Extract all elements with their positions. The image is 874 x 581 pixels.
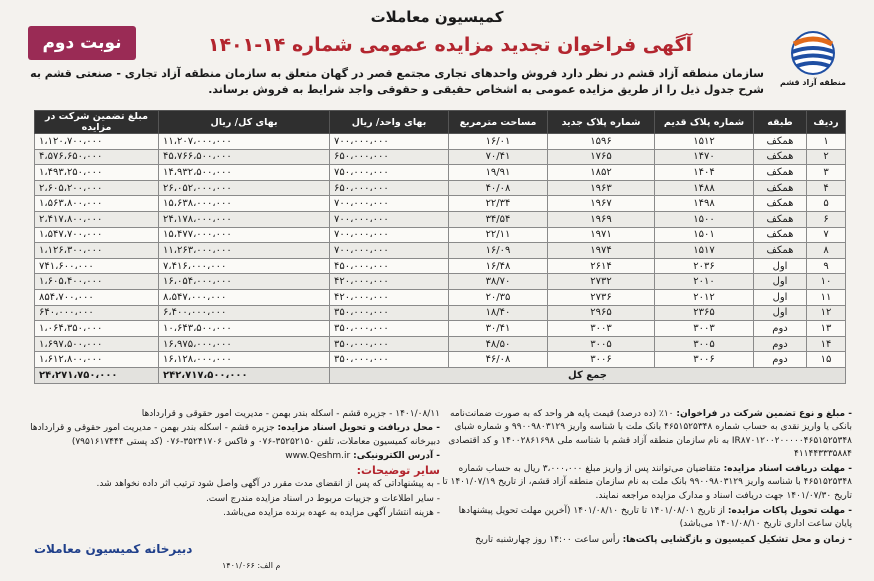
table-cell: ۱۹۷۱ [548,227,655,243]
table-cell: ۱۵ [807,352,846,368]
total-guarantee: ۲۴،۲۷۱،۷۵۰،۰۰۰ [35,367,159,383]
table-row [35,227,846,243]
table-cell: ۱،۶۹۷،۵۰۰،۰۰۰ [35,336,159,352]
table-cell: ۷۰۰،۰۰۰،۰۰۰ [330,196,449,212]
table-cell: ۱۴۰۴ [655,165,754,181]
table-cell: ۱۱،۲۰۷،۰۰۰،۰۰۰ [159,134,330,150]
table-cell: ۱۵۰۱ [655,227,754,243]
headline: آگهی فراخوان تجدید مزایده عمومی شماره ۱۴-۱۴۰۱ [207,34,693,56]
table-cell: ۷۰۰،۰۰۰،۰۰۰ [330,211,449,227]
table-cell: ۱۲ [807,305,846,321]
table-cell: ۱۹۶۹ [548,211,655,227]
table-cell: ۸،۵۴۷،۰۰۰،۰۰۰ [159,289,330,305]
note-submission-deadline [442,505,852,532]
table-cell: ۴۶/۰۸ [449,352,548,368]
table-cell: ۳۰۰۵ [548,336,655,352]
table-cell: ۴۸/۵۰ [449,336,548,352]
table-cell: ۱۴۸۸ [655,180,754,196]
table-row [35,305,846,321]
table-cell: ۹ [807,258,846,274]
table-row [35,180,846,196]
table-row [35,352,846,368]
table-cell: اول [754,258,807,274]
table-cell: دوم [754,321,807,337]
note-opening-time [442,534,852,547]
table-cell: ۷۰۰،۰۰۰،۰۰۰ [330,243,449,259]
table-cell: ۱،۶۱۲،۸۰۰،۰۰۰ [35,352,159,368]
table-cell: ۷،۴۱۶،۰۰۰،۰۰۰ [159,258,330,274]
side-website-label: - آدرس الکترونیکی: [353,450,440,461]
table-cell: ۱،۵۶۳،۸۰۰،۰۰۰ [35,196,159,212]
header-radif: ردیف [807,111,846,134]
ad-code: م الف: ۱۴۰۱/۰۶۶ [222,561,281,570]
table-cell: ۶۴۰،۰۰۰،۰۰۰ [35,305,159,321]
extra-notes-header: سایر توضیحات: [356,464,440,478]
table-cell: ۷۰۰،۰۰۰،۰۰۰ [330,227,449,243]
table-cell: ۱۹۷۴ [548,243,655,259]
table-cell: همکف [754,134,807,150]
table-cell: ۲۰۱۰ [655,274,754,290]
table-row [35,243,846,259]
table-cell: ۱،۱۲۰،۷۰۰،۰۰۰ [35,134,159,150]
note-documents-text: متقاضیان می‌توانند پس از واریز مبلغ ۳،۰۰۰،۰۰۰ ریال به حساب شماره ۴۶۵۱۵۲۵۳۴۸ با شناسه واریز ۹۹۰۰۹۸۰۳۱۲۹ بانک ملت به نام سازمان منطقه آزاد قشم، از تاریخ ۱۴۰۱/۰۷/۱۹ تا تاریخ ۱۴۰۱/۰۷/۳۰ جهت دریافت اسناد و مدارک مزایده مراجعه نمایند. [442,464,852,501]
side-documents-title: - محل دریافت و تحویل اسناد مزایده: [277,423,440,434]
table-cell: همکف [754,149,807,165]
header-guarantee: مبلغ تضمین شرکت در مزایده [35,111,159,134]
table-cell: ۱۵۱۲ [655,134,754,150]
table-cell: ۴۵،۷۶۶،۵۰۰،۰۰۰ [159,149,330,165]
table-cell: ۳۵۰،۰۰۰،۰۰۰ [330,336,449,352]
table-cell: ۱۶/۰۱ [449,134,548,150]
note-submission-text: از تاریخ ۱۴۰۱/۰۸/۰۱ تا تاریخ ۱۴۰۱/۰۸/۱۰ (آخرین مهلت تحویل پیشنهادها پایان ساعت اداری تاریخ ۱۴۰۱/۰۸/۱۰ می‌باشد) [458,506,852,530]
table-cell: ۱۸/۴۰ [449,305,548,321]
table-cell: دوم [754,336,807,352]
table-cell: ۸ [807,243,846,259]
table-cell: ۱ [807,134,846,150]
header-area: مساحت مترمربع [449,111,548,134]
side-opening-place: ۱۴۰۱/۰۸/۱۱ - جزیره قشم - اسکله بندر بهمن - مدیریت امور حقوقی و قراردادها [141,409,440,419]
qeshm-logo-icon [783,30,843,76]
table-cell: ۱۹/۹۱ [449,165,548,181]
table-cell: ۸۵۴،۷۰۰،۰۰۰ [35,289,159,305]
table-cell: ۷ [807,227,846,243]
table-cell: ۶ [807,211,846,227]
table-cell: ۱۹۶۷ [548,196,655,212]
table-cell: ۲۶،۰۵۲،۰۰۰،۰۰۰ [159,180,330,196]
table-row [35,336,846,352]
table-cell: اول [754,305,807,321]
table-row [35,134,846,150]
header-unit-price: بهای واحد/ ریال [330,111,449,134]
table-cell: ۴۵۰،۰۰۰،۰۰۰ [330,258,449,274]
table-cell: ۴ [807,180,846,196]
table-row [35,211,846,227]
note-guarantee [442,408,852,461]
table-cell: ۲۹۶۵ [548,305,655,321]
table-row [35,321,846,337]
table-row [35,149,846,165]
total-price: ۲۴۲،۷۱۷،۵۰۰،۰۰۰ [159,367,330,383]
table-cell: ۳۰۰۶ [655,352,754,368]
header-floor: طبقه [754,111,807,134]
table-cell: ۳۰۰۶ [548,352,655,368]
table-cell: ۱۴ [807,336,846,352]
table-cell: همکف [754,165,807,181]
note-guarantee-title: - مبلغ و نوع تضمین شرکت در فراخوان: [676,409,852,419]
table-cell: ۲۴،۱۷۸،۰۰۰،۰۰۰ [159,211,330,227]
note-documents-title: - مهلت دریافت اسناد مزایده: [723,464,852,475]
table-row [35,258,846,274]
table-cell: همکف [754,227,807,243]
table-row [35,274,846,290]
extra-note-2: - سایر اطلاعات و جزییات مربوط در اسناد مزایده مندرج است. [205,493,440,504]
table-cell: ۱۱ [807,289,846,305]
note-opening-title: - زمان و محل تشکیل کمیسیون و بازگشایی پاکت‌ها: [622,534,852,545]
table-row [35,289,846,305]
table-cell: ۴۰/۰۸ [449,180,548,196]
header-old-plate: شماره پلاک قدیم [655,111,754,134]
commission-title: کمیسیون معاملات [370,8,504,26]
table-cell: ۱۹۶۳ [548,180,655,196]
table-body [35,134,846,384]
table-cell: ۱۵۱۷ [655,243,754,259]
table-cell: ۱،۴۹۳،۲۵۰،۰۰۰ [35,165,159,181]
table-cell: ۱،۱۲۶،۳۰۰،۰۰۰ [35,243,159,259]
second-round-badge: نوبت دوم [28,26,136,60]
table-cell: ۱،۰۶۴،۳۵۰،۰۰۰ [35,321,159,337]
side-documents-place [20,422,440,449]
table-cell: ۴۲۰،۰۰۰،۰۰۰ [330,274,449,290]
table-cell: ۶۵۰،۰۰۰،۰۰۰ [330,180,449,196]
total-row [35,367,846,383]
logo-caption: منطقه آزاد قشم [779,78,847,87]
side-website [20,450,440,463]
table-cell: ۳۰/۴۱ [449,321,548,337]
table-cell: ۱۶،۹۷۵،۰۰۰،۰۰۰ [159,336,330,352]
intro-text: سازمان منطقه آزاد قشم در نظر دارد فروش واحدهای تجاری مجتمع قصر در گهان متعلق به سازمان منطقه آزاد تجاری - صنعتی قشم به شرح جدول ذیل را از طریق مزایده عمومی به اشخاص حقیقی و حقوقی واجد شرایط به فروش برساند. [30,67,764,96]
table-cell: ۱،۵۴۷،۷۰۰،۰۰۰ [35,227,159,243]
website-link[interactable]: www.Qeshm.ir [285,450,351,461]
table-cell: ۲ [807,149,846,165]
table-cell: ۳۸/۷۰ [449,274,548,290]
table-cell: ۶،۴۰۰،۰۰۰،۰۰۰ [159,305,330,321]
table-cell: ۳۰۰۳ [548,321,655,337]
table-cell: ۲،۴۱۷،۸۰۰،۰۰۰ [35,211,159,227]
table-cell: ۱۶،۱۲۸،۰۰۰،۰۰۰ [159,352,330,368]
table-cell: ۲۷۳۲ [548,274,655,290]
table-cell: اول [754,274,807,290]
table-cell: ۳۰۰۳ [655,321,754,337]
table-cell: ۲۰/۳۵ [449,289,548,305]
signature: دبیرخانه کمیسیون معاملات [34,542,193,556]
table-cell: ۳ [807,165,846,181]
table-cell: ۳۵۰،۰۰۰،۰۰۰ [330,321,449,337]
table-cell: ۱۶/۴۸ [449,258,548,274]
table-cell: ۱۶/۰۹ [449,243,548,259]
table-cell: همکف [754,196,807,212]
table-row [35,196,846,212]
table-cell: اول [754,289,807,305]
header-total-price: بهای کل/ ریال [159,111,330,134]
table-cell: ۱۴،۹۳۲،۵۰۰،۰۰۰ [159,165,330,181]
total-label: جمع کل [330,367,846,383]
table-cell: ۲۰۱۲ [655,289,754,305]
table-cell: ۱۸۵۲ [548,165,655,181]
table-cell: ۱۵،۴۷۷،۰۰۰،۰۰۰ [159,227,330,243]
table-cell: ۳۵۰،۰۰۰،۰۰۰ [330,305,449,321]
note-documents-deadline [442,463,852,503]
table-cell: ۷۵۰،۰۰۰،۰۰۰ [330,165,449,181]
table-cell: ۲۳۶۵ [655,305,754,321]
table-cell: ۲،۶۰۵،۲۰۰،۰۰۰ [35,180,159,196]
table-cell: ۱۴۷۰ [655,149,754,165]
table-cell: ۱۷۶۵ [548,149,655,165]
table-cell: ۱،۶۰۵،۴۰۰،۰۰۰ [35,274,159,290]
table-cell: ۵ [807,196,846,212]
table-cell: ۲۲/۳۴ [449,196,548,212]
table-cell: ۴۲۰،۰۰۰،۰۰۰ [330,289,449,305]
table-header-row [35,111,846,134]
side-documents-text: جزیره قشم - اسکله بندر بهمن - مدیریت امور حقوقی و قراردادها دبیرخانه کمیسیون معاملات، تلفن ۳۵۲۵۲۱۵۰-۰۷۶ و فاکس ۳۵۲۴۱۷۰۶-۰۷۶ (کد پستی ۷۹۵۱۶۱۷۴۴۴) [30,423,440,447]
table-cell: ۴،۵۷۶،۶۵۰،۰۰۰ [35,149,159,165]
note-opening-text: رأس ساعت ۱۴:۰۰ روز چهارشنبه تاریخ [475,534,623,545]
table-cell: ۳۴/۵۴ [449,211,548,227]
table-cell: ۳۵۰،۰۰۰،۰۰۰ [330,352,449,368]
qeshm-logo [774,30,852,87]
extra-note-1: - به پیشنهاداتی که پس از انقضای مدت مقرر در آگهی واصل شود ترتیب اثر داده نخواهد شد. [96,479,440,490]
table-cell: ۲۶۱۴ [548,258,655,274]
note-guarantee-text: ۱۰٪ (ده درصد) قیمت پایه هر واحد که به صورت ضمانت‌نامه بانکی یا واریز نقدی به حساب شماره ۴۶۵۱۵۲۵۳۴۸ بانک ملت با شناسه واریز ۹۹۰۰۹۸۰۳۱۲۹ و شماره شبای IR۸۷۰۱۲۰۰۲۰۰۰۰۰۴۶۵۱۵۲۵۳۴۸ به نام سازمان منطقه آزاد قشم با شناسه ملی ۱۴۰۰۲۸۶۱۶۹۸ و کد اقتصادی ۴۱۱۴۴۳۳۳۵۸۸۴ [448,409,852,459]
table-cell: ۱۱،۲۶۳،۰۰۰،۰۰۰ [159,243,330,259]
table-cell: ۱۰،۶۴۳،۵۰۰،۰۰۰ [159,321,330,337]
table-cell: همکف [754,243,807,259]
table-cell: ۲۷۳۶ [548,289,655,305]
extra-note-3: - هزینه انتشار آگهی مزایده به عهده برنده مزایده می‌باشد. [223,508,440,519]
table-cell: ۱۶،۰۵۴،۰۰۰،۰۰۰ [159,274,330,290]
table-cell: ۱۴۹۸ [655,196,754,212]
table-cell: دوم [754,352,807,368]
table-cell: ۳۰۰۵ [655,336,754,352]
auction-table [34,110,846,384]
side-section [20,408,440,521]
table-cell: ۶۵۰،۰۰۰،۰۰۰ [330,149,449,165]
table-cell: همکف [754,211,807,227]
table-cell: ۱۳ [807,321,846,337]
notes-section [442,408,852,549]
table-cell: همکف [754,180,807,196]
table-row [35,165,846,181]
note-submission-title: - مهلت تحویل پاکات مزایده: [727,506,852,517]
table-cell: ۲۰۳۶ [655,258,754,274]
table-cell: ۱۵۰۰ [655,211,754,227]
table-cell: ۱۰ [807,274,846,290]
table-cell: ۱۵،۶۳۸،۰۰۰،۰۰۰ [159,196,330,212]
header-new-plate: شماره پلاک جدید [548,111,655,134]
table-cell: ۷۴۱،۶۰۰،۰۰۰ [35,258,159,274]
table-cell: ۲۲/۱۱ [449,227,548,243]
table-cell: ۷۰/۴۱ [449,149,548,165]
table-cell: ۷۰۰،۰۰۰،۰۰۰ [330,134,449,150]
table-cell: ۱۵۹۶ [548,134,655,150]
